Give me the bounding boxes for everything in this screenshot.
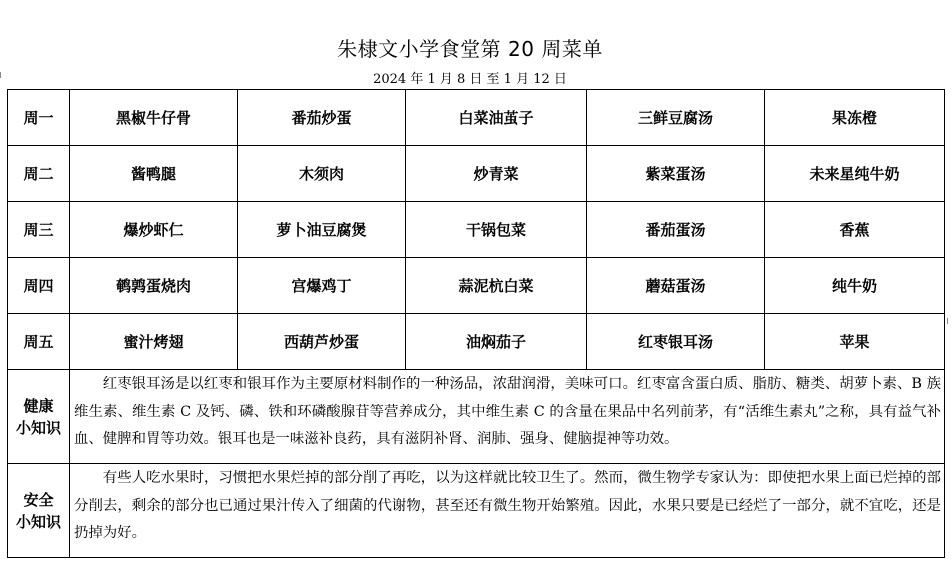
day-label: 周五 — [8, 314, 70, 370]
safety-tips-row — [8, 464, 945, 558]
margin-marker-right — [947, 318, 951, 324]
dish-cell: 木须肉 — [238, 146, 406, 202]
safety-tips-label-line2: 小知识 — [15, 512, 61, 531]
dish-cell: 爆炒虾仁 — [70, 202, 238, 258]
day-label: 周四 — [8, 258, 70, 314]
dish-cell: 番茄蛋汤 — [587, 202, 765, 258]
date-range: 2024 年 1 月 8 日 至 1 月 12 日 — [373, 72, 567, 87]
dish-cell: 宫爆鸡丁 — [238, 258, 406, 314]
dish-cell: 三鲜豆腐汤 — [587, 90, 765, 146]
dish-cell: 香蕉 — [765, 202, 945, 258]
dish-cell: 黑椒牛仔骨 — [70, 90, 238, 146]
dish-cell: 纯牛奶 — [765, 258, 945, 314]
dish-cell: 红枣银耳汤 — [587, 314, 765, 370]
menu-row-friday — [8, 314, 945, 370]
dish-cell: 果冻橙 — [765, 90, 945, 146]
health-tips-text: 红枣银耳汤是以红枣和银耳作为主要原材料制作的一种汤品，浓甜润滑，美味可口。红枣富含蛋白质、脂肪、糖类、胡萝卜素、B 族维生素、维生素 C 及钙、磷、铁和环磷酸腺苷等营养成分，其中维生素 C 的含量在果品中名列前茅，有“活维生素丸”之称，具有益气补血、健脾和胃等功效。银耳也是一味滋补良药，具有滋阴补肾、润肺、强身、健脑提神等功效。 — [70, 370, 945, 464]
health-tips-label — [8, 370, 70, 464]
dish-cell: 酱鸭腿 — [70, 146, 238, 202]
dish-cell: 干锅包菜 — [406, 202, 587, 258]
dish-cell: 未来星纯牛奶 — [765, 146, 945, 202]
safety-tips-text: 有些人吃水果时，习惯把水果烂掉的部分削了再吃，以为这样就比较卫生了。然而，微生物学专家认为：即使把水果上面已烂掉的部分削去，剩余的部分也已通过果汁传入了细菌的代谢物，甚至还有微生物开始繁殖。因此，水果只要是已经烂了一部分，就不宜吃，还是扔掉为好。 — [70, 464, 945, 558]
day-label: 周一 — [8, 90, 70, 146]
menu-row-monday — [8, 90, 945, 146]
health-tips-label-line2: 小知识 — [15, 418, 61, 437]
dish-cell: 蘑菇蛋汤 — [587, 258, 765, 314]
dish-cell: 白菜油茧子 — [406, 90, 587, 146]
menu-row-tuesday — [8, 146, 945, 202]
dish-cell: 蜜汁烤翅 — [70, 314, 238, 370]
menu-title: 朱棣文小学食堂第 20 周菜单 — [337, 37, 603, 61]
menu-row-thursday — [8, 258, 945, 314]
safety-tips-label — [8, 464, 70, 558]
menu-row-wednesday — [8, 202, 945, 258]
dish-cell: 苹果 — [765, 314, 945, 370]
dish-cell: 番茄炒蛋 — [238, 90, 406, 146]
dish-cell: 西葫芦炒蛋 — [238, 314, 406, 370]
dish-cell: 鹌鹑蛋烧肉 — [70, 258, 238, 314]
dish-cell: 蒜泥杭白菜 — [406, 258, 587, 314]
dish-cell: 萝卜油豆腐煲 — [238, 202, 406, 258]
day-label: 周三 — [8, 202, 70, 258]
day-label: 周二 — [8, 146, 70, 202]
dish-cell: 紫菜蛋汤 — [587, 146, 765, 202]
dish-cell: 炒青菜 — [406, 146, 587, 202]
safety-tips-label-line1: 安全 — [23, 490, 54, 509]
health-tips-row — [8, 370, 945, 464]
weekly-menu-table — [7, 89, 945, 558]
dish-cell: 油焖茄子 — [406, 314, 587, 370]
health-tips-label-line1: 健康 — [23, 396, 54, 415]
margin-marker-left — [0, 72, 4, 78]
